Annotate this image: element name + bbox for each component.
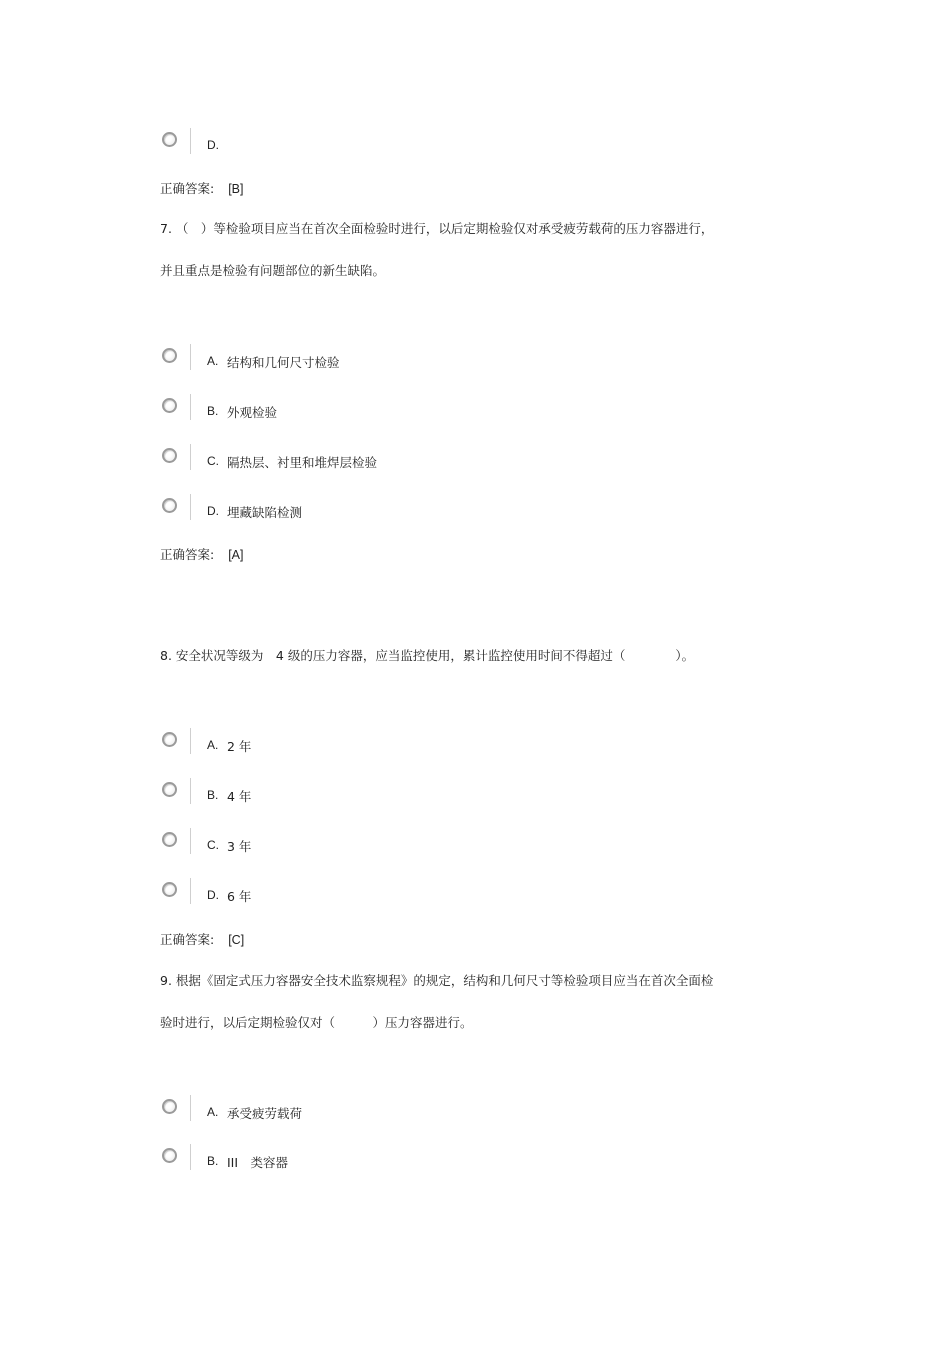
radio-button[interactable] xyxy=(162,882,177,897)
option-letter: D. xyxy=(207,888,219,902)
q7-text-line2: 并且重点是检验有问题部位的新生缺陷。 xyxy=(160,263,386,278)
option-text: 承受疲劳载荷 xyxy=(227,1106,303,1121)
radio-button[interactable] xyxy=(162,782,177,797)
divider xyxy=(190,1095,191,1121)
divider xyxy=(190,878,191,904)
q7-option-d[interactable] xyxy=(160,498,560,524)
radio-button[interactable] xyxy=(162,1148,177,1163)
option-letter: A. xyxy=(207,738,219,752)
answer-label: 正确答案: xyxy=(160,932,215,947)
answer-label: 正确答案: xyxy=(160,181,215,196)
option-text: 埋藏缺陷检测 xyxy=(227,505,303,520)
answer-row-q6 xyxy=(160,179,244,197)
option-letter: A. xyxy=(207,1105,219,1119)
divider xyxy=(190,444,191,470)
q7-option-a[interactable] xyxy=(160,348,560,374)
divider xyxy=(190,344,191,370)
option-text: III 类容器 xyxy=(227,1155,289,1170)
q7-option-c[interactable] xyxy=(160,448,560,474)
option-letter: C. xyxy=(207,454,219,468)
radio-button[interactable] xyxy=(162,732,177,747)
q6-option-d[interactable] xyxy=(160,132,560,158)
radio-button[interactable] xyxy=(162,448,177,463)
radio-button[interactable] xyxy=(162,348,177,363)
answer-value: [C] xyxy=(228,933,245,947)
option-text: 3 年 xyxy=(227,839,252,854)
divider xyxy=(190,128,191,154)
answer-value: [B] xyxy=(228,182,244,196)
q7-text-line1: 7. （ ）等检验项目应当在首次全面检验时进行，以后定期检验仅对承受疲劳载荷的压力容器进行， xyxy=(160,221,714,236)
option-text: 结构和几何尺寸检验 xyxy=(227,355,340,370)
divider xyxy=(190,394,191,420)
option-letter: B. xyxy=(207,1154,219,1168)
q9-text-line1: 9. 根据《固定式压力容器安全技术监察规程》的规定，结构和几何尺寸等检验项目应当在首次全面检 xyxy=(160,973,714,988)
radio-button[interactable] xyxy=(162,132,177,147)
option-text: 隔热层、衬里和堆焊层检验 xyxy=(227,455,378,470)
option-text: 6 年 xyxy=(227,889,252,904)
option-letter: B. xyxy=(207,404,219,418)
q8-option-a[interactable] xyxy=(160,732,560,758)
option-letter: D. xyxy=(207,138,219,152)
answer-row-q7 xyxy=(160,545,244,563)
option-text: 4 年 xyxy=(227,789,252,804)
radio-button[interactable] xyxy=(162,498,177,513)
q8-option-c[interactable] xyxy=(160,832,560,858)
divider xyxy=(190,494,191,520)
option-letter: A. xyxy=(207,354,219,368)
answer-value: [A] xyxy=(228,548,244,562)
q8-option-b[interactable] xyxy=(160,782,560,808)
option-letter: C. xyxy=(207,838,219,852)
q8-option-d[interactable] xyxy=(160,882,560,908)
radio-button[interactable] xyxy=(162,832,177,847)
divider xyxy=(190,1144,191,1170)
q7-option-b[interactable] xyxy=(160,398,560,424)
q9-option-b[interactable] xyxy=(160,1148,560,1174)
option-letter: B. xyxy=(207,788,219,802)
divider xyxy=(190,778,191,804)
radio-button[interactable] xyxy=(162,1099,177,1114)
q9-text-line2: 验时进行，以后定期检验仅对（ ）压力容器进行。 xyxy=(160,1015,473,1030)
option-letter: D. xyxy=(207,504,219,518)
divider xyxy=(190,728,191,754)
answer-row-q8 xyxy=(160,930,244,948)
q9-option-a[interactable] xyxy=(160,1099,560,1125)
q8-text-line1: 8. 安全状况等级为 4 级的压力容器，应当监控使用，累计监控使用时间不得超过（ ）。 xyxy=(160,648,695,663)
option-text: 外观检验 xyxy=(227,405,278,420)
option-text: 2 年 xyxy=(227,739,252,754)
radio-button[interactable] xyxy=(162,398,177,413)
answer-label: 正确答案: xyxy=(160,547,215,562)
divider xyxy=(190,828,191,854)
